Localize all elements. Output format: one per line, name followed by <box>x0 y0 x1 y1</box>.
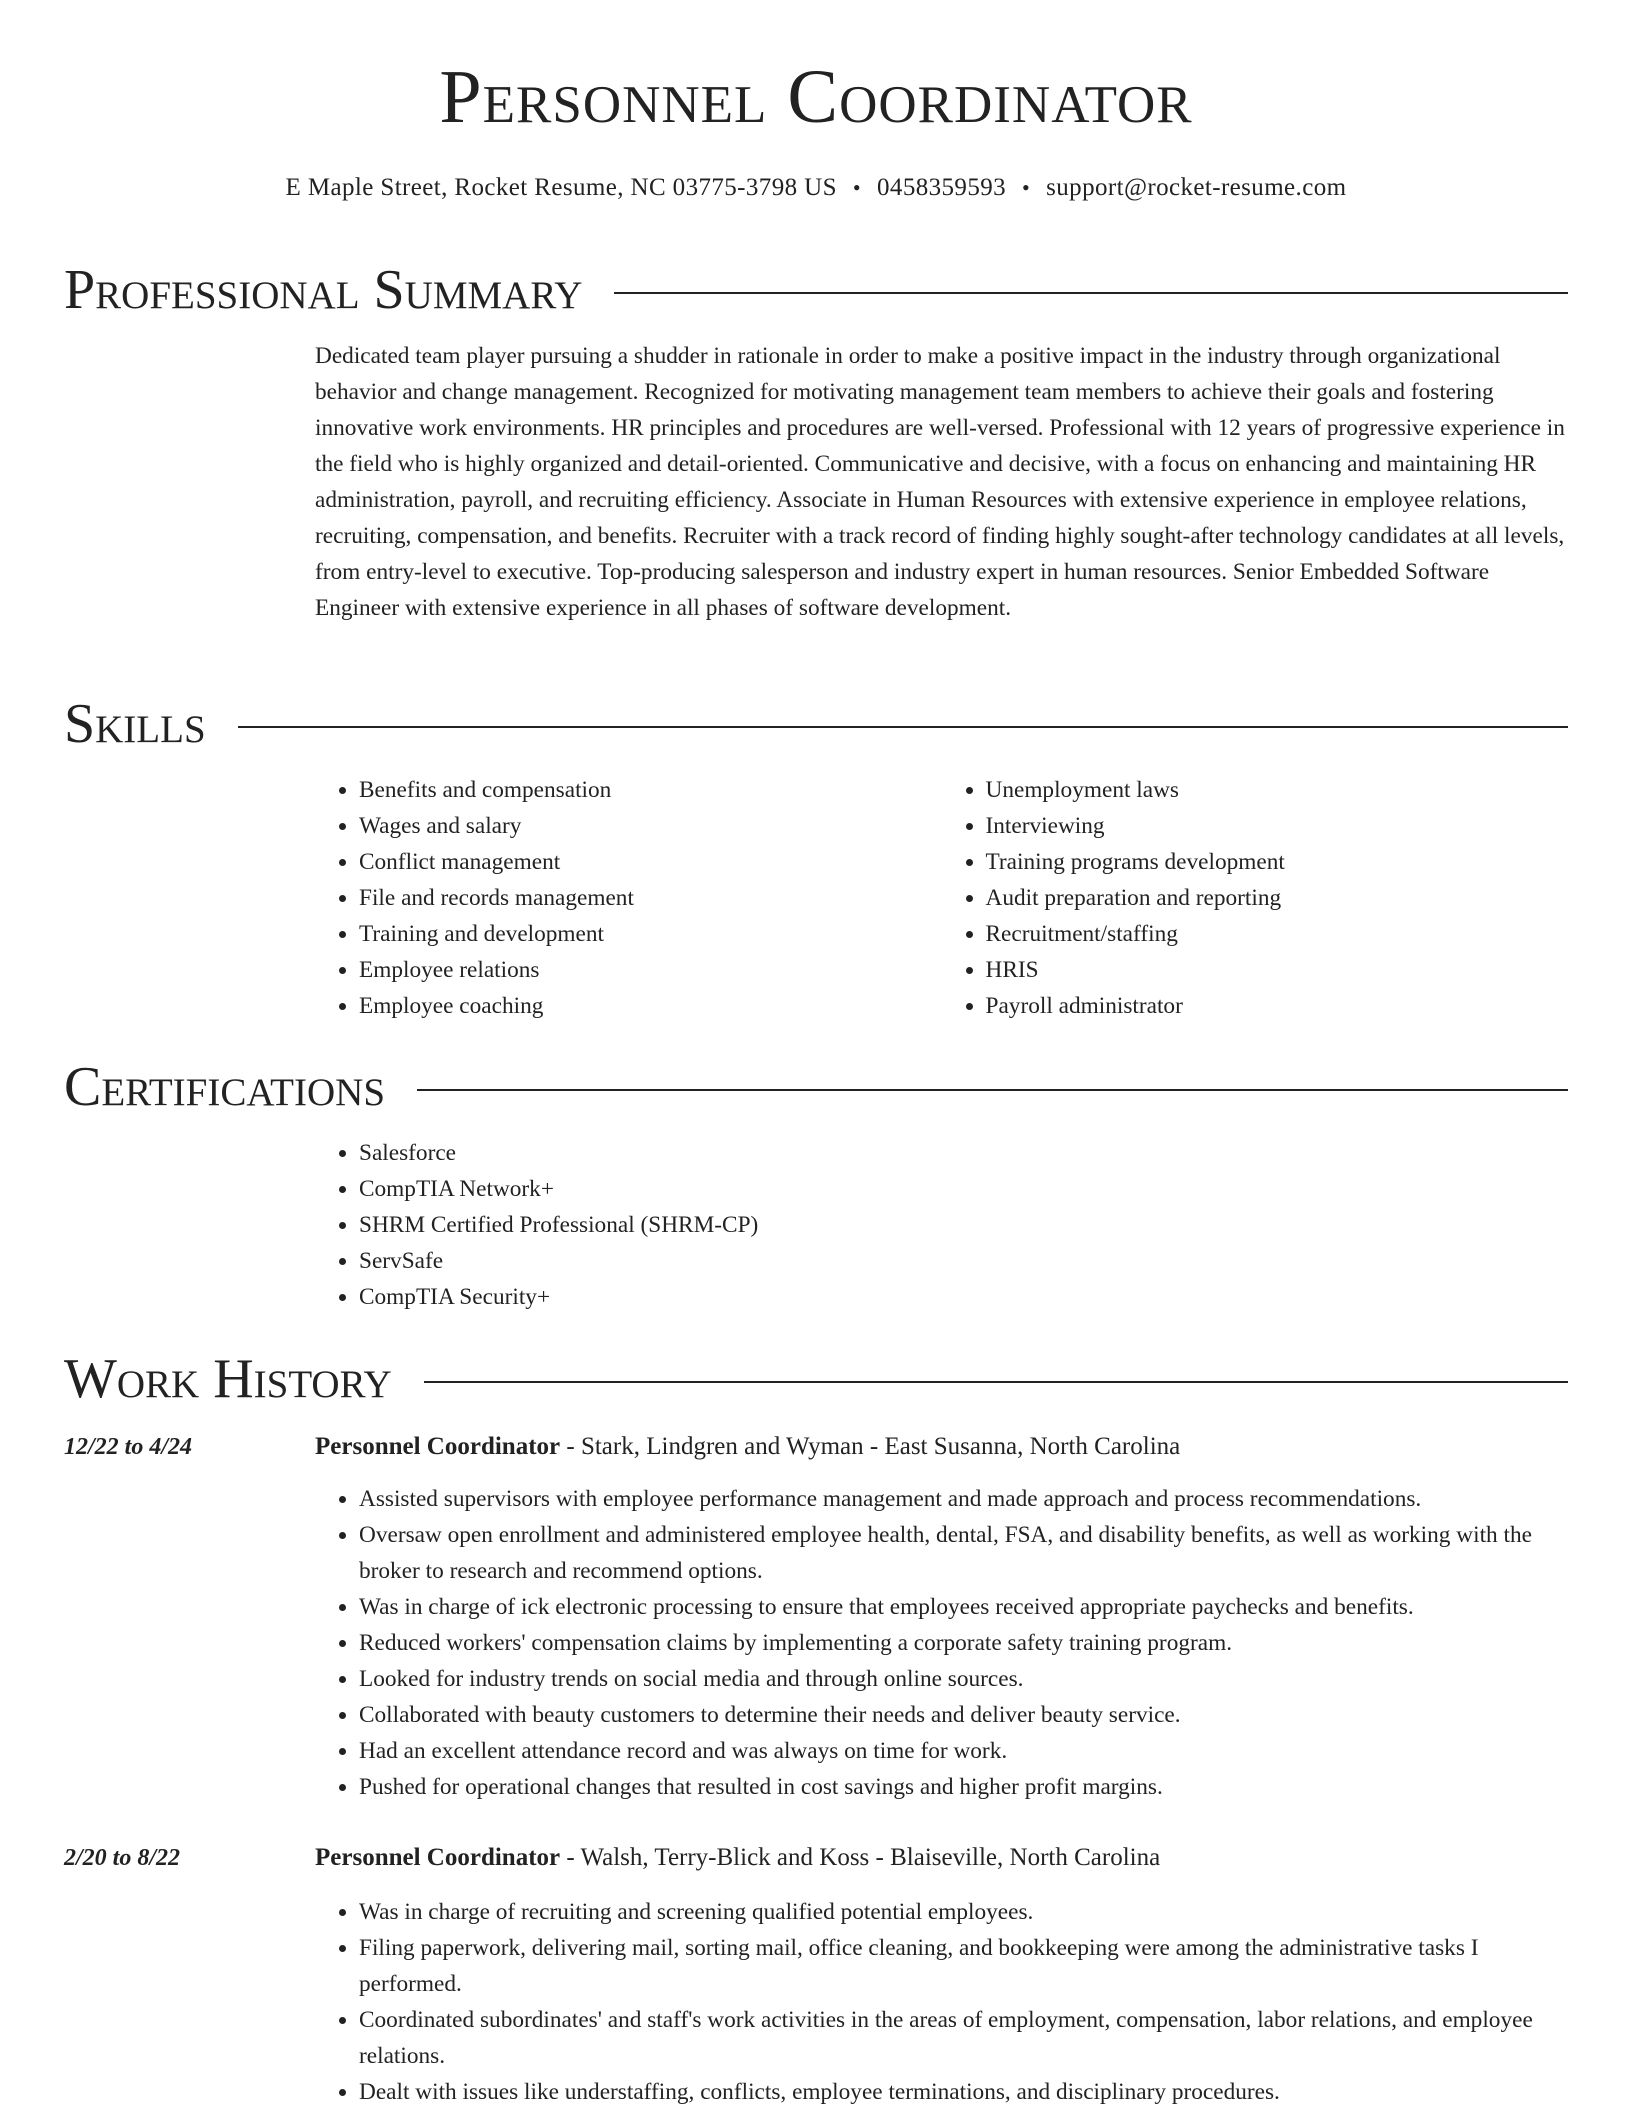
phone: 0458359593 <box>877 174 1007 201</box>
list-item: • Was in charge of ick electronic processing to ensure that employees received appropriate paychecks and benefits. <box>359 1589 1568 1625</box>
list-item: • Audit preparation and reporting <box>986 880 1569 916</box>
list-item: • Coordinated subordinates' and staff's work activities in the areas of employment, compensation, labor relations, and employee relations. <box>359 2002 1568 2074</box>
list-item: • Unemployment laws <box>986 772 1569 808</box>
job-title: Personnel Coordinator <box>315 1844 561 1871</box>
list-item: • Salesforce <box>359 1135 1568 1171</box>
section-title: Certifications <box>64 1056 386 1118</box>
job-header <box>64 1840 1568 1880</box>
list-item: • Benefits and compensation <box>359 772 942 808</box>
address: E Maple Street, Rocket Resume, NC 03775-3798 US <box>285 174 837 201</box>
section-heading-summary <box>64 259 1568 321</box>
candidate-name: Personnel Coordinator <box>439 55 1193 139</box>
job-employer-location: - Stark, Lindgren and Wyman - East Susanna, North Carolina <box>560 1433 1181 1460</box>
job-dates: 12/22 to 4/24 <box>64 1434 193 1460</box>
section-heading-certifications <box>64 1056 1568 1118</box>
list-item: • Employee coaching <box>359 988 942 1024</box>
skills-column-right <box>942 772 1569 1024</box>
job-bullets <box>315 1481 1568 1805</box>
list-item: • Looked for industry trends on social media and through online sources. <box>359 1661 1568 1697</box>
certifications-items <box>315 1135 1568 1315</box>
list-item: • Wages and salary <box>359 808 942 844</box>
job-header <box>64 1429 1568 1469</box>
list-item: • Had an excellent attendance record and was always on time for work. <box>359 1733 1568 1769</box>
list-item: • Conflict management <box>359 844 942 880</box>
list-item: • Dealt with issues like understaffing, conflicts, employee terminations, and disciplinary procedures. <box>359 2074 1568 2110</box>
section-divider <box>417 1089 1568 1091</box>
list-item: • SHRM Certified Professional (SHRM-CP) <box>359 1207 1568 1243</box>
email-link[interactable]: support@rocket-resume.com <box>1046 174 1347 201</box>
list-item: • HRIS <box>986 952 1569 988</box>
job-title: Personnel Coordinator <box>315 1433 561 1460</box>
job-title-line <box>315 1840 1160 1876</box>
section-title: Work History <box>64 1348 392 1410</box>
certifications-list <box>315 1135 1568 1315</box>
list-item: • CompTIA Network+ <box>359 1171 1568 1207</box>
contact-line <box>0 174 1632 202</box>
section-divider <box>424 1381 1568 1383</box>
skills-column-left <box>315 772 942 1024</box>
list-item: • Was in charge of recruiting and screening qualified potential employees. <box>359 1894 1568 1930</box>
separator-dot: • <box>1022 175 1031 200</box>
list-item: • ServSafe <box>359 1243 1568 1279</box>
list-item: • Filing paperwork, delivering mail, sorting mail, office cleaning, and bookkeeping were among the administrative tasks I performed. <box>359 1930 1568 2002</box>
list-item: • File and records management <box>359 880 942 916</box>
list-item: • Training and development <box>359 916 942 952</box>
section-divider <box>238 726 1568 728</box>
section-heading-skills <box>64 693 1568 755</box>
list-item: • Assisted supervisors with employee performance management and made approach and process recommendations. <box>359 1481 1568 1517</box>
list-item: • Collaborated with beauty customers to determine their needs and deliver beauty service. <box>359 1697 1568 1733</box>
list-item: • CompTIA Security+ <box>359 1279 1568 1315</box>
summary-text: Dedicated team player pursuing a shudder in rationale in order to make a positive impact in the industry through organizational behavior and change management. Recognized for motivating management team members to achieve their goals and fostering innovative work environments. HR principles and procedures are well-versed. Professional with 12 years of progressive experience in the field who is highly organized and detail-oriented. Communicative and decisive, with a focus on enhancing and maintaining HR administration, payroll, and recruiting efficiency. Associate in Human Resources with extensive experience in employee relations, recruiting, compensation, and benefits. Recruiter with a track record of finding highly sought-after technology candidates at all levels, from entry-level to executive. Top-producing salesperson and industry expert in human resources. Senior Embedded Software Engineer with extensive experience in all phases of software development. <box>315 343 1565 621</box>
section-heading-work-history <box>64 1348 1568 1410</box>
section-title: Skills <box>64 693 206 755</box>
list-item: • Interviewing <box>986 808 1569 844</box>
list-item: • Reduced workers' compensation claims by implementing a corporate safety training program. <box>359 1625 1568 1661</box>
skills-list <box>315 772 1568 1024</box>
list-item: • Oversaw open enrollment and administered employee health, dental, FSA, and disability benefits, as well as working with the broker to research and recommend options. <box>359 1517 1568 1589</box>
list-item: • Payroll administrator <box>986 988 1569 1024</box>
job-dates: 2/20 to 8/22 <box>64 1845 181 1871</box>
list-item: • Training programs development <box>986 844 1569 880</box>
job-bullets <box>315 1894 1568 2110</box>
list-item: • Recruitment/staffing <box>986 916 1569 952</box>
separator-dot: • <box>852 175 862 200</box>
job-employer-location: - Walsh, Terry-Blick and Koss - Blaiseville, North Carolina <box>560 1844 1161 1871</box>
section-divider <box>614 292 1568 294</box>
section-title: Professional Summary <box>64 259 583 321</box>
list-item: • Employee relations <box>359 952 942 988</box>
job-entry <box>64 1429 1568 1805</box>
list-item: • Pushed for operational changes that resulted in cost savings and higher profit margins. <box>359 1769 1568 1805</box>
job-title-line <box>315 1429 1180 1465</box>
job-entry <box>64 1840 1568 2110</box>
